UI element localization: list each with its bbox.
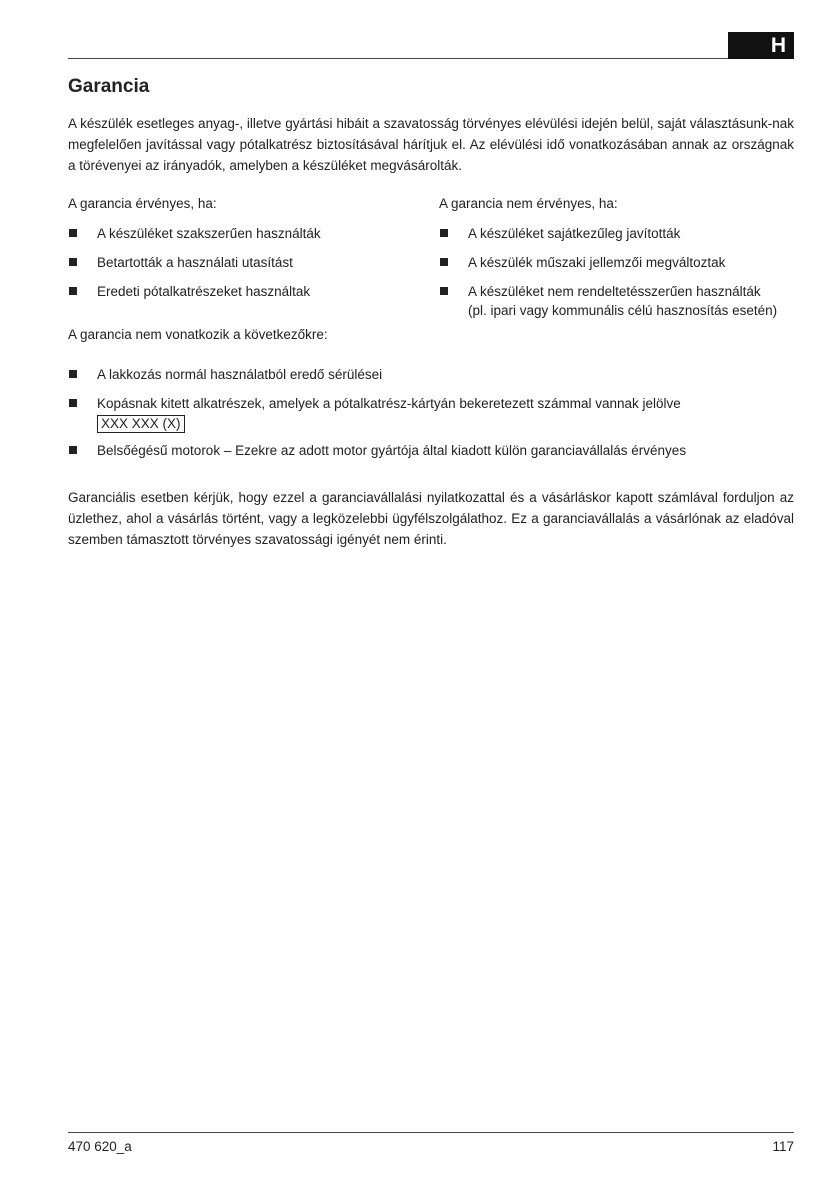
list-item: Eredeti pótalkatrészeket használtak xyxy=(68,282,408,301)
page-number: 117 xyxy=(772,1139,794,1154)
language-badge xyxy=(728,32,794,59)
footer-rule xyxy=(68,1132,794,1133)
list-item: A készüléket sajátkezűleg javították xyxy=(439,224,799,243)
list-item: A készülék műszaki jellemzői megváltoztak xyxy=(439,253,799,272)
list-item: A készüléket szakszerűen használták xyxy=(68,224,408,243)
intro-paragraph: A készülék esetleges anyag-, illetve gyártási hibáit a szavatosság törvényes elévülési idején belül, saját választásunk-nak megfelelően javítással vagy pótalkatrész biztosításával hárítjuk el. Az elévülési idő vonatkozásában annak az országnak a törévenyei az irányadók, amelyben a készüléket megvásárolták. xyxy=(68,116,794,173)
closing-paragraph: Garanciális esetben kérjük, hogy ezzel a garanciavállalási nyilatkozattal és a vásárláskor kapott számlával forduljon az üzlethez, ahol a vásárlás történt, vagy a legközelebbi ügyfélszolgálathoz. Ez a garanciavállalás a vásárlónak az eladóval szemben támasztott törvényes szavatossági igényét nem érinti. xyxy=(68,490,794,547)
language-badge-label: H xyxy=(770,33,786,57)
list-item: A készüléket nem rendeltetésszerűen használták (pl. ipari vagy kommunális célú hasznosítás esetén) xyxy=(439,282,799,320)
list-item: Betartották a használati utasítást xyxy=(68,253,408,272)
header-rule xyxy=(68,58,728,59)
document-number: 470 620_a xyxy=(68,1139,132,1154)
exclusions-heading: A garancia nem vonatkozik a következőkre: xyxy=(68,327,328,342)
part-code-box: XXX XXX (X) xyxy=(97,415,185,433)
list-item: Belsőégésű motorok – Ezekre az adott motor gyártója által kiadott külön garanciavállalás érvényes xyxy=(68,441,798,460)
exclusions-list xyxy=(68,365,798,460)
page-title: Garancia xyxy=(68,76,150,97)
list-item: A lakkozás normál használatból eredő sérülései xyxy=(68,365,798,384)
valid-heading: A garancia érvényes, ha: xyxy=(68,196,217,211)
invalid-heading: A garancia nem érvényes, ha: xyxy=(439,196,618,211)
list-item: Kopásnak kitett alkatrészek, amelyek a pótalkatrész-kártyán bekeretezett számmal vannak jelölve XXX XXX (X) xyxy=(68,394,798,433)
invalid-list xyxy=(439,224,799,320)
valid-list xyxy=(68,224,408,301)
list-item-note: (pl. ipari vagy kommunális célú hasznosítás esetén) xyxy=(468,303,778,318)
